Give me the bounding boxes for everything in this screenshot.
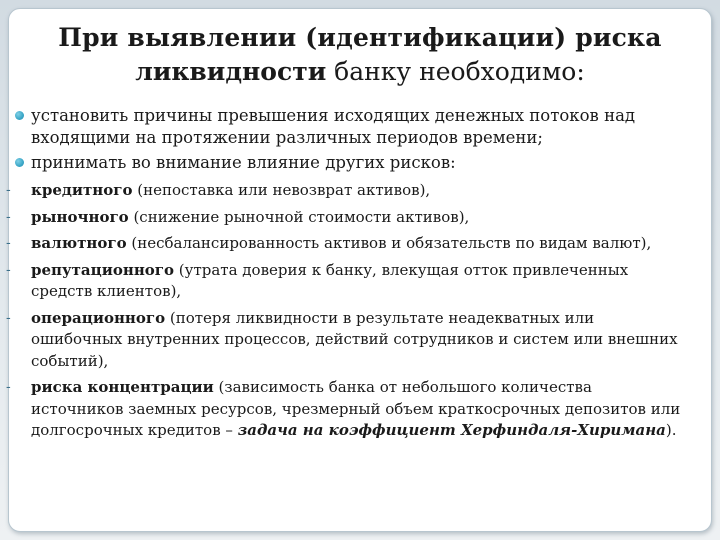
risk-name: репутационного <box>31 260 174 279</box>
slide-frame <box>8 8 712 532</box>
risk-name: риска концентрации <box>31 378 214 396</box>
bullet-dot-icon <box>15 158 24 167</box>
risk-name: валютного <box>31 234 127 252</box>
slide-content <box>6 105 711 447</box>
risk-desc: (зависимость банка от небольшого количества источников заемных ресурсов, чрезмерный объем краткосрочных депозитов или долгосрочных кредитов – <box>31 378 681 439</box>
risk-item <box>6 233 711 255</box>
dash-marker: - <box>6 261 11 278</box>
risk-item <box>6 308 711 373</box>
risk-desc: (потеря ликвидности в результате неадекватных или ошибочных внутренних процессов, действий сотрудников и систем или внешних событий), <box>31 308 678 370</box>
risk-desc: (снижение рыночной стоимости активов), <box>128 207 470 226</box>
risk-desc: (утрата доверия к банку, влекущая отток привлеченных средств клиентов), <box>31 260 629 300</box>
risk-name: рыночного <box>31 207 129 226</box>
risk-item-concentration <box>6 377 711 442</box>
title-keyword: ликвидности <box>135 57 327 86</box>
bullet-item <box>9 152 711 174</box>
bullet-dot-icon <box>15 111 24 120</box>
risk-name: кредитного <box>31 181 133 199</box>
dash-marker: - <box>6 379 11 395</box>
title-line-1: При выявлении (идентификации) риска <box>58 23 662 52</box>
title-line-2-rest: банку необходимо: <box>326 57 585 86</box>
risk-name: операционного <box>31 308 166 327</box>
dash-marker: - <box>6 309 11 326</box>
risk-item <box>6 180 711 202</box>
dash-marker: - <box>6 235 11 251</box>
risk-desc: (непоставка или невозврат активов), <box>132 181 431 199</box>
bullet-text: установить причины превышения исходящих денежных потоков над входящими на протяжении различных периодов времени; <box>31 106 636 147</box>
task-note: задача на коэффициент Херфиндаля-Хиримана <box>237 421 666 439</box>
bullet-text: принимать во внимание влияние других рисков: <box>31 153 456 172</box>
title-line-2 <box>9 55 711 89</box>
dash-marker: - <box>6 182 11 198</box>
bullet-item <box>9 105 711 149</box>
risk-desc: (несбалансированность активов и обязательств по видам валют), <box>126 234 652 252</box>
dash-marker: - <box>6 208 11 225</box>
slide-title <box>9 21 711 89</box>
risk-item <box>6 207 711 229</box>
risk-item <box>6 260 711 303</box>
risk-desc-end: ). <box>665 421 677 439</box>
